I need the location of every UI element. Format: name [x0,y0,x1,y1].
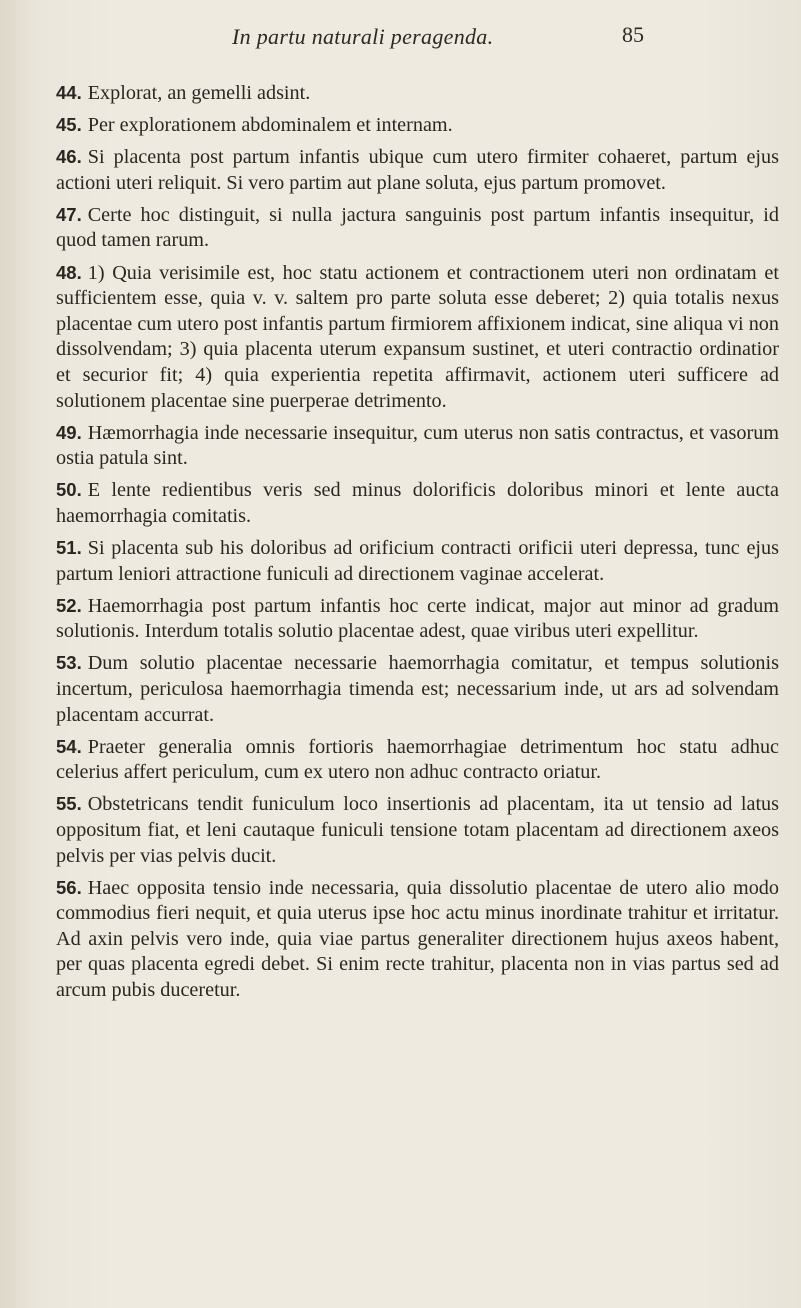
paragraph-50 [56,477,779,529]
paragraph-number: 56. [56,876,82,898]
paragraph-number: 54. [56,735,82,757]
paragraph-55 [56,791,779,869]
paragraph-text: Certe hoc distinguit, si nulla jactura sanguinis post partum infantis insequitur, id quod tamen rarum. [56,203,779,252]
paragraph-56 [56,875,779,1004]
paragraph-53 [56,650,779,728]
paragraph-text: Dum solutio placentae necessarie haemorrhagia comitatur, et tempus solutionis incertum, periculosa haemorrhagia timenda est; necessarium inde, ut ars ad solvendam placentam accurrat. [56,652,779,726]
paragraph-number: 46. [56,146,82,168]
paragraph-46 [56,144,779,196]
paragraph-number: 48. [56,261,82,283]
paragraph-52 [56,593,779,645]
paragraph-text: Haec opposita tensio inde necessaria, quia dissolutio placentae de utero alio modo commodius fieri nequit, et quia uterus ipse hoc actu minus inordinate trahitur et irritatur. Ad axin pelvis vero inde, quia viae partus generaliter directionem hujus axeos habent, per quas placenta egredi debet. Si enim recte trahitur, placenta non in vias partus sed ad arcum pubis duceretur. [56,876,779,1001]
paragraph-number: 55. [56,793,82,815]
paragraph-text: Si placenta sub his doloribus ad orificium contracti orificii uteri depressa, tunc ejus partum leniori attractione funiculi ad directionem vaginae accelerat. [56,537,779,585]
page-body [56,80,779,1009]
paragraph-number: 50. [56,479,82,501]
paragraph-text: Explorat, an gemelli adsint. [87,82,311,104]
running-title: In partu naturali peragenda. [232,24,494,49]
paragraph-text: Hæmorrhagia inde necessarie insequitur, cum uterus non satis contractus, et vasorum ostia patula sint. [56,421,779,470]
paragraph-number: 52. [56,594,82,616]
paragraph-number: 53. [56,652,82,674]
paragraph-text: Praeter generalia omnis fortioris haemorrhagiae detrimentum hoc statu adhuc celerius affert periculum, cum ex utero non adhuc contracto oriatur. [56,735,779,784]
paragraph-number: 51. [56,537,82,558]
paragraph-text: E lente redientibus veris sed minus dolorificis doloribus minori et lente aucta haemorrhagia comitatis. [56,479,779,527]
paragraph-text: Obstetricans tendit funiculum loco insertionis ad placentam, ita ut tensio ad latus oppositum fiat, et leni cautaque funiculi tensione totam placentam ad directionem axeos pelvis per vias pelvis ducit. [56,793,779,867]
paragraph-45 [56,112,779,139]
paragraph-text: 1) Quia verisimile est, hoc statu actionem et contractionem uteri non ordinatam et sufficientem esse, quia v. v. saltem pro parte soluta esse deberet; 2) quia totalis nexus placentae cum utero post infantis partum firmiorem affixionem indicat, sine aliqua vi non dissolvendam; 3) quia placenta uterum expansum sustinet, et uteri contractio ordinatior et securior fit; 4) quia experientia repetita affirmavit, actionem uteri sufficere ad solutionem placentae sine puerperae detrimento. [56,261,779,412]
paragraph-44 [56,80,779,107]
paragraph-text: Si placenta post partum infantis ubique cum utero firmiter cohaeret, partum ejus actioni uteri reliquit. Si vero partim aut plane soluta, ejus partum promovet. [56,146,779,194]
paragraph-47 [56,202,779,254]
paragraph-number: 45. [56,114,82,136]
paragraph-49 [56,420,779,472]
paragraph-number: 47. [56,203,82,225]
paragraph-48 [56,260,779,415]
paragraph-number: 49. [56,421,82,443]
paragraph-text: Haemorrhagia post partum infantis hoc certe indicat, major aut minor ad gradum solutionis. Interdum totalis solutio placentae adest, quae viribus uteri expellitur. [56,594,779,643]
paragraph-54 [56,734,779,786]
paragraph-51 [56,535,779,587]
page-header [0,18,801,58]
paragraph-number: 44. [56,82,82,103]
page-number: 85 [622,22,644,47]
paragraph-text: Per explorationem abdominalem et internam. [87,114,453,137]
